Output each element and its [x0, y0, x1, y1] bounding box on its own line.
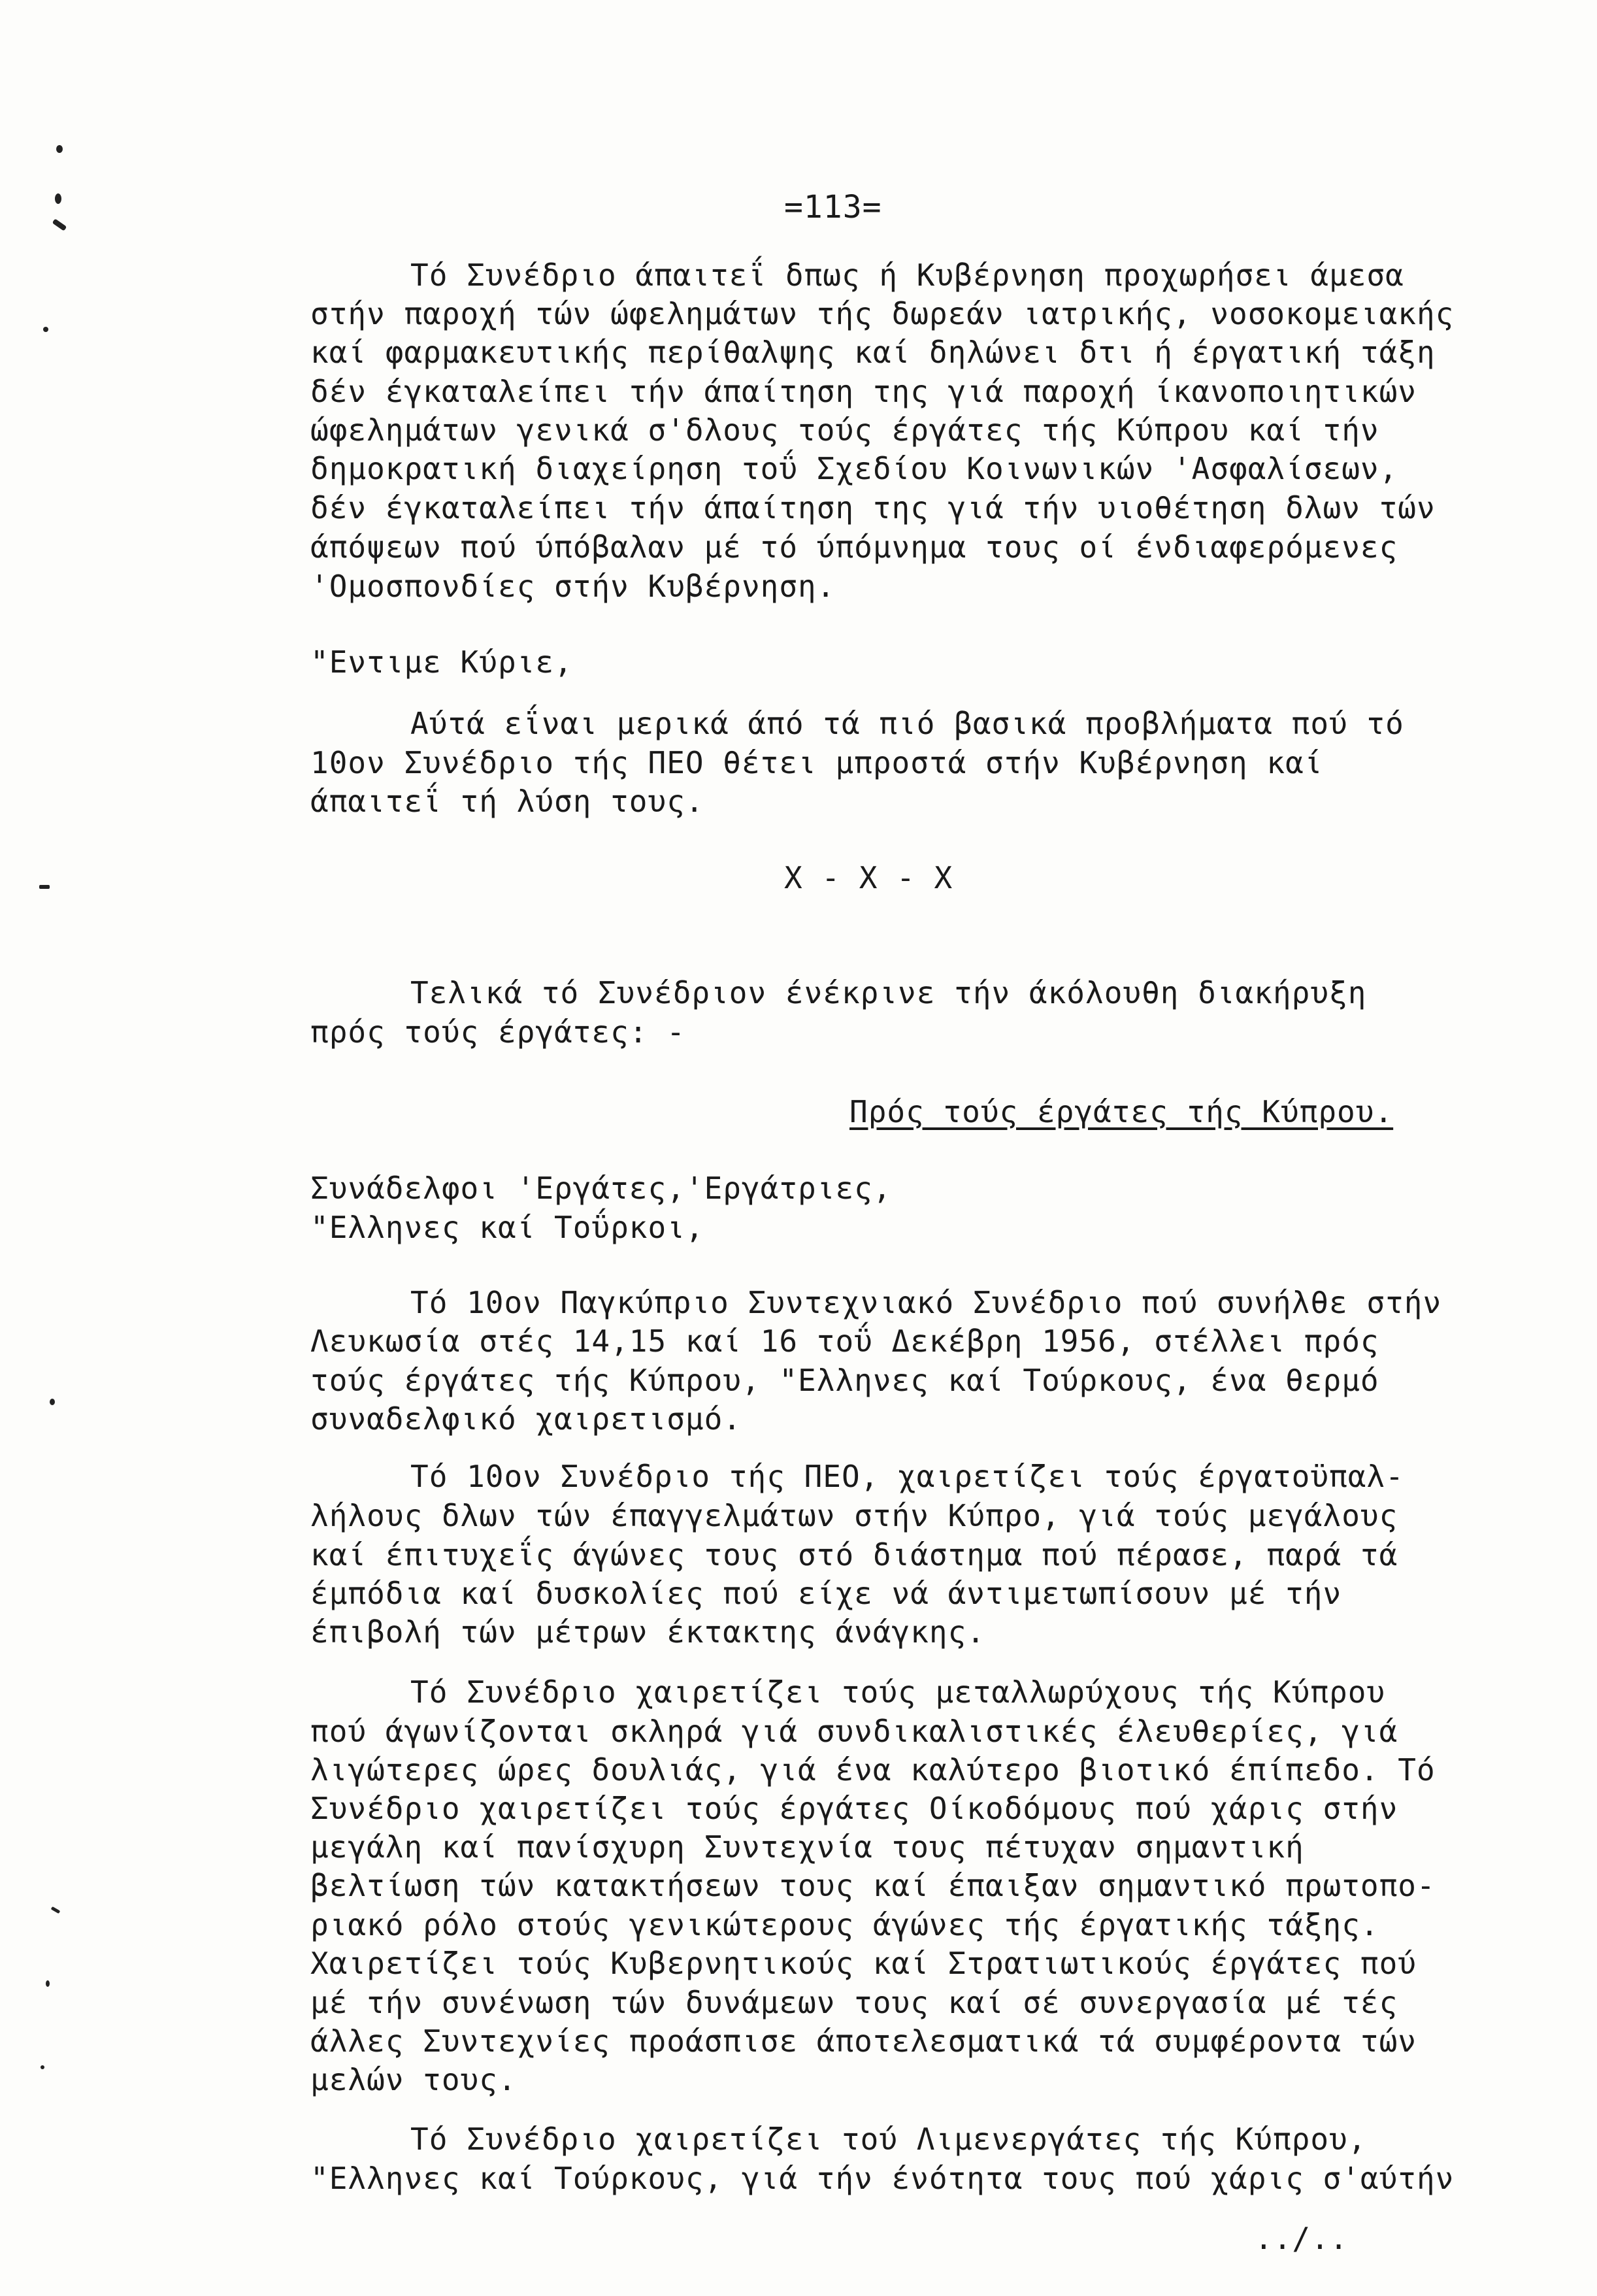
- scan-speck: [56, 145, 63, 153]
- text-line: μελών τους.: [310, 2062, 517, 2097]
- page-number: =113=: [784, 189, 882, 225]
- scan-speck: [43, 327, 48, 332]
- text-line: Τό 10ον Συνέδριο τής ΠΕΟ, χαιρετίζει τούς έργατοϋπαλ-: [410, 1459, 1404, 1494]
- text-line: Αύτά εΐναι μερικά άπό τά πιό βασικά προβλήματα πού τό: [410, 706, 1404, 741]
- scan-speck: [39, 885, 50, 889]
- text-line: μεγάλη καί πανίσχυρη Συντεχνία τους πέτυχαν σημαντική: [310, 1829, 1304, 1865]
- text-line: Χαιρετίζει τούς Κυβερνητικούς καί Στρατιωτικούς έργάτες πού: [310, 1946, 1417, 1981]
- scan-speck: [52, 218, 67, 231]
- text-line: άλλες Συντεχνίες προάσπισε άποτελεσματικά τά συμφέροντα τών: [310, 2023, 1417, 2059]
- scan-speck: [51, 1906, 61, 1914]
- text-line: βελτίωση τών κατακτήσεων τους καί έπαιξαν σημαντικό πρωτοπο-: [310, 1868, 1436, 1903]
- text-line: Τό Συνέδριο άπαιτεΐ δπως ή Κυβέρνηση προχωρήσει άμεσα: [410, 258, 1404, 293]
- salutation: "Εντιμε Κύριε,: [310, 644, 573, 680]
- text-line: Τό 10ον Παγκύπριο Συντεχνιακό Συνέδριο πού συνήλθε στήν: [410, 1285, 1442, 1320]
- text-line: Τελικά τό Συνέδριον ένέκρινε τήν άκόλουθη διακήρυξη: [410, 975, 1367, 1010]
- text-line: στήν παροχή τών ώφελημάτων τής δωρεάν ιατρικής, νοσοκομειακής: [310, 296, 1455, 331]
- scan-speck: [46, 1980, 50, 1987]
- text-line: πού άγωνίζονται σκληρά γιά συνδικαλιστικές έλευθερίες, γιά: [310, 1714, 1398, 1749]
- scan-speck: [50, 1399, 55, 1405]
- text-line: λιγώτερες ώρες δουλιάς, γιά ένα καλύτερο βιοτικό έπίπεδο. Τό: [310, 1752, 1436, 1788]
- text-line: δημοκρατική διαχείρηση τοΰ Σχεδίου Κοινωνικών 'Ασφαλίσεων,: [310, 451, 1398, 486]
- text-line: Λευκωσία στές 14,15 καί 16 τοΰ Δεκέβρη 1956, στέλλει πρός: [310, 1323, 1379, 1359]
- text-line: ριακό ρόλο στούς γενικώτερους άγώνες τής έργατικής τάξης.: [310, 1907, 1379, 1942]
- text-line: άπαιτεΐ τή λύση τους.: [310, 784, 704, 819]
- text-line: δέν έγκαταλείπει τήν άπαίτηση της γιά τήν υιοθέτηση δλων τών: [310, 490, 1436, 525]
- text-line: καί φαρμακευτικής περίθαλψης καί δηλώνει δτι ή έργατική τάξη: [310, 335, 1436, 370]
- scan-speck: [41, 2065, 44, 2069]
- text-line: λήλους δλων τών έπαγγελμάτων στήν Κύπρο, γιά τούς μεγάλους: [310, 1498, 1398, 1533]
- text-line: Τό Συνέδριο χαιρετίζει τούς μεταλλωρύχους τής Κύπρου: [410, 1674, 1386, 1710]
- text-line: έμπόδια καί δυσκολίες πού είχε νά άντιμετωπίσουν μέ τήν: [310, 1576, 1342, 1611]
- section-separator: Χ - Χ - Χ: [784, 860, 953, 895]
- text-line: Συνάδελφοι 'Εργάτες,'Εργάτριες,: [310, 1171, 892, 1206]
- text-line: "Ελληνες καί Τούρκους, γιά τήν ένότητα τους πού χάρις σ'αύτήν: [310, 2161, 1455, 2196]
- continuation-mark: ../..: [1255, 2221, 1349, 2256]
- text-line: καί έπιτυχεΐς άγώνες τους στό διάστημα πού πέρασε, παρά τά: [310, 1537, 1398, 1572]
- text-line: μέ τήν συνένωση τών δυνάμεων τους καί σέ συνεργασία μέ τές: [310, 1985, 1398, 2020]
- text-line: πρός τούς έργάτες: -: [310, 1014, 685, 1050]
- text-line: δέν έγκαταλείπει τήν άπαίτηση της γιά παροχή ίκανοποιητικών: [310, 374, 1417, 409]
- text-line: Συνέδριο χαιρετίζει τούς έργάτες Οίκοδόμους πού χάρις στήν: [310, 1791, 1398, 1826]
- text-line: 'Ομοσπονδίες στήν Κυβέρνηση.: [310, 569, 836, 604]
- section-heading: Πρός τούς έργάτες τής Κύπρου.: [849, 1094, 1394, 1129]
- text-line: άπόψεων πού ύπόβαλαν μέ τό ύπόμνημα τους οί ένδιαφερόμενες: [310, 529, 1398, 565]
- text-line: "Ελληνες καί Τοΰρκοι,: [310, 1210, 704, 1245]
- text-line: έπιβολή τών μέτρων έκτακτης άνάγκης.: [310, 1614, 985, 1650]
- text-line: τούς έργάτες τής Κύπρου, "Ελληνες καί Τούρκους, ένα θερμό: [310, 1363, 1379, 1398]
- scan-speck: [55, 193, 61, 204]
- text-line: 10ον Συνέδριο τής ΠΕΟ θέτει μπροστά στήν Κυβέρνηση καί: [310, 745, 1323, 780]
- text-line: συναδελφικό χαιρετισμό.: [310, 1401, 742, 1437]
- text-line: ώφελημάτων γενικά σ'δλους τούς έργάτες τής Κύπρου καί τήν: [310, 412, 1379, 448]
- text-line: Τό Συνέδριο χαιρετίζει τού Λιμενεργάτες τής Κύπρου,: [410, 2121, 1367, 2157]
